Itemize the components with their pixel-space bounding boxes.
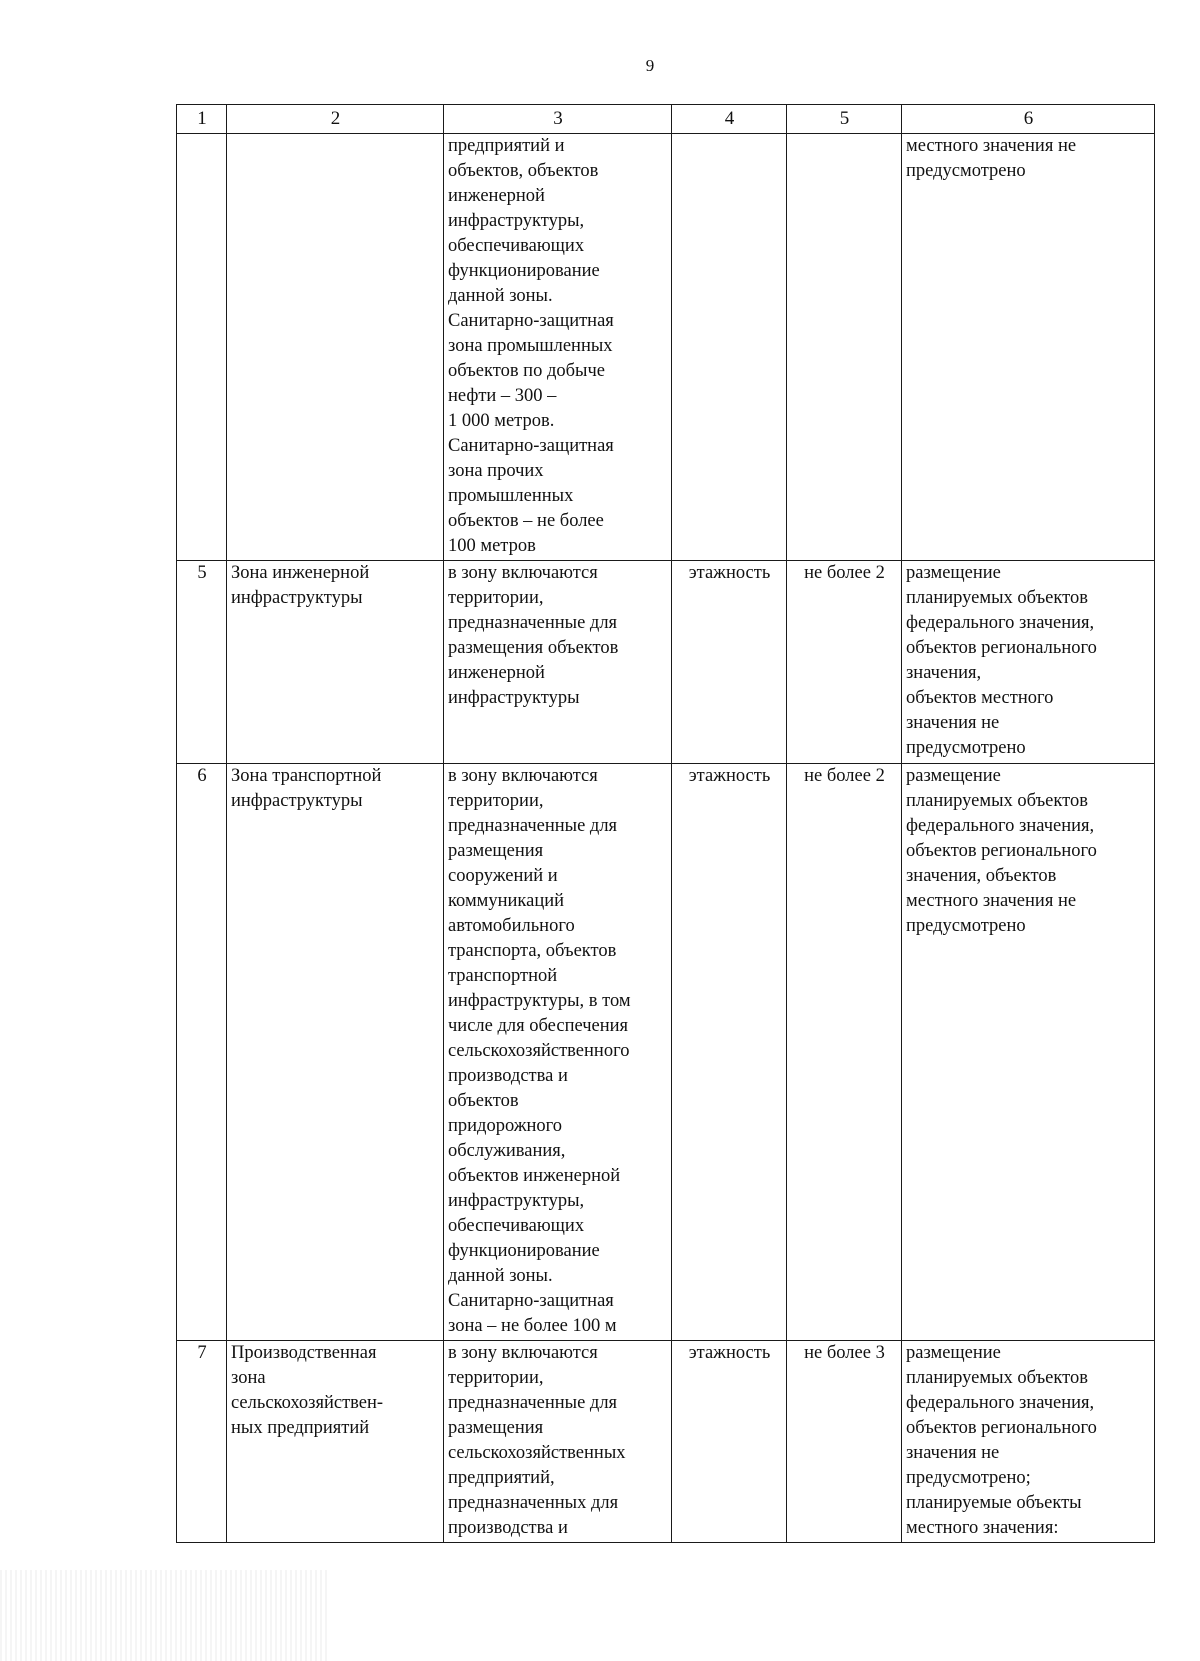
row-number-cell: 6 [177,764,227,1341]
column-header-3: 3 [444,105,672,134]
zone-name-cell: Производственная зона сельскохозяйствен- ных предприятий [227,1341,444,1543]
zone-description-cell: в зону включаются территории, предназначенные для размещения объектов инженерной инфраструктуры [444,561,672,764]
planned-objects-cell: местного значения не предусмотрено [902,134,1155,561]
row-number-cell: 5 [177,561,227,764]
table-row [177,764,1155,1341]
table-header-row [177,105,1155,134]
zone-description-cell: предприятий и объектов, объектов инженерной инфраструктуры, обеспечивающих функционирование данной зоны. Санитарно-защитная зона промышленных объектов по добыче нефти – 300 – 1 000 метров. Санитарно-защитная зона прочих промышленных объектов – не более 100 метров [444,134,672,561]
column-header-4: 4 [672,105,787,134]
parameter-cell: этажность [672,1341,787,1543]
row-number-cell: 7 [177,1341,227,1543]
zone-description-cell: в зону включаются территории, предназначенные для размещения сооружений и коммуникаций автомобильного транспорта, объектов транспортной инфраструктуры, в том числе для обеспечения сельскохозяйственного производства и объектов придорожного обслуживания, объектов инженерной инфраструктуры, обеспечивающих функционирование данной зоны. Санитарно-защитная зона – не более 100 м [444,764,672,1341]
table-row [177,561,1155,764]
page-number: 9 [645,56,655,75]
parameter-value-cell [787,134,902,561]
parameter-value-cell: не более 2 [787,561,902,764]
zone-description-cell: в зону включаются территории, предназначенные для размещения сельскохозяйственных предприятий, предназначенных для производства и [444,1341,672,1543]
parameter-cell [672,134,787,561]
table-row [177,134,1155,561]
parameter-cell: этажность [672,764,787,1341]
zone-name-cell: Зона транспортной инфраструктуры [227,764,444,1341]
parameter-cell: этажность [672,561,787,764]
column-header-2: 2 [227,105,444,134]
column-header-5: 5 [787,105,902,134]
column-header-1: 1 [177,105,227,134]
row-number-cell [177,134,227,561]
column-header-6: 6 [902,105,1155,134]
parameter-value-cell: не более 3 [787,1341,902,1543]
scan-noise [0,1570,330,1661]
table-row [177,1341,1155,1543]
planned-objects-cell: размещение планируемых объектов федерального значения, объектов регионального значения не предусмотрено; планируемые объекты местного значения: [902,1341,1155,1543]
zones-table [176,104,1155,1543]
parameter-value-cell: не более 2 [787,764,902,1341]
zone-name-cell [227,134,444,561]
planned-objects-cell: размещение планируемых объектов федерального значения, объектов регионального значения, объектов местного значения не предусмотрено [902,561,1155,764]
planned-objects-cell: размещение планируемых объектов федерального значения, объектов регионального значения, объектов местного значения не предусмотрено [902,764,1155,1341]
zone-name-cell: Зона инженерной инфраструктуры [227,561,444,764]
